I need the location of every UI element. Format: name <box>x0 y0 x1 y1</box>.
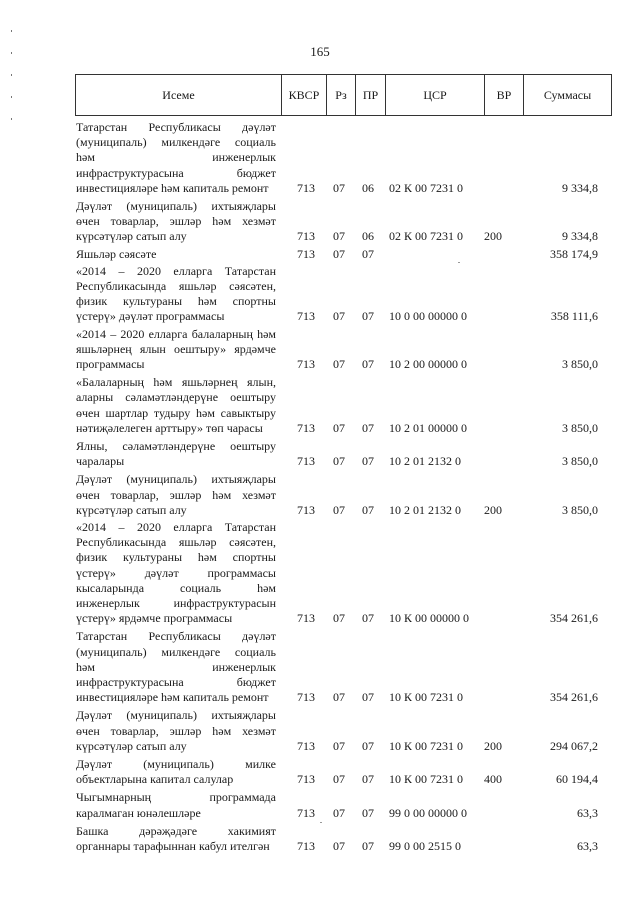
row-rz: 07 <box>333 502 345 517</box>
row-kvsr: 713 <box>297 229 315 244</box>
row-kvsr: 713 <box>297 738 315 753</box>
row-rz: 07 <box>333 356 345 371</box>
row-rz: 07 <box>333 454 345 469</box>
row-kvsr: 713 <box>297 502 315 517</box>
row-pr: 07 <box>362 772 374 787</box>
row-vr: 200 <box>484 738 502 753</box>
row-kvsr: 713 <box>297 805 315 820</box>
row-pr: 07 <box>362 454 374 469</box>
scan-speck <box>458 262 460 263</box>
row-csr: 10 К 00 7231 0 <box>389 772 464 787</box>
row-pr: 07 <box>362 690 374 705</box>
row-name-line: «2014 – 2020 елларга Татарстан <box>76 263 276 278</box>
row-rz: 07 <box>333 690 345 705</box>
row-sum: 3 850,0 <box>562 454 598 469</box>
row-name <box>76 199 276 245</box>
row-name-line: нәтиҗәлелеген арттыру» төп чарасы <box>76 420 263 435</box>
row-name <box>76 472 276 518</box>
row-rz: 07 <box>333 309 345 324</box>
row-kvsr: 713 <box>297 772 315 787</box>
row-name-line: күрсәтүләр сатып алу <box>76 229 187 244</box>
row-csr: 99 0 00 00000 0 <box>389 805 467 820</box>
row-pr: 06 <box>362 180 374 195</box>
row-name <box>76 375 276 436</box>
row-name-line: өчен шартлар тудыру һәм савыктыру <box>76 405 276 420</box>
row-sum: 358 111,6 <box>550 309 598 324</box>
row-name-line: каралмаган юнәлешләре <box>76 805 201 820</box>
header-kvsr: КВСР <box>282 75 327 116</box>
row-csr: 02 К 00 7231 0 <box>389 229 464 244</box>
row-name <box>76 327 276 373</box>
row-sum: 63,3 <box>577 838 598 853</box>
row-rz: 07 <box>333 738 345 753</box>
table-row <box>0 120 640 196</box>
row-pr: 06 <box>362 229 374 244</box>
row-kvsr: 713 <box>297 454 315 469</box>
row-csr: 10 0 00 00000 0 <box>389 309 467 324</box>
row-csr: 02 К 00 7231 0 <box>389 180 464 195</box>
row-name-line: инвестицияләре һәм капиталь ремонт <box>76 690 269 705</box>
table-row <box>0 824 640 854</box>
table-row <box>0 439 640 469</box>
table-row <box>0 199 640 245</box>
header-sum: Суммасы <box>524 75 612 116</box>
row-name-line: үстерү» ярдәмче программасы <box>76 611 233 626</box>
row-name-line: «Балаларның һәм яшьләрнең ялын, <box>76 375 276 390</box>
row-rz: 07 <box>333 772 345 787</box>
row-name-line: аларны сәламәтләндерүне оештыру <box>76 390 276 405</box>
row-name-line: «2014 – 2020 елларга Татарстан <box>76 520 276 534</box>
row-csr: 99 0 00 2515 0 <box>389 838 461 853</box>
row-name-line: һәм инженерлык <box>76 659 276 674</box>
row-csr: 10 2 01 2132 0 <box>389 502 461 517</box>
row-pr: 07 <box>362 309 374 324</box>
row-name-line: Ялны, сәламәтләндерүне оештыру <box>76 439 276 453</box>
row-name-line: Яшьләр сәясәте <box>76 246 157 261</box>
row-rz: 07 <box>333 838 345 853</box>
row-name-line: программасы <box>76 356 145 371</box>
row-name-line: Дәүләт (муниципаль) ихтыяҗлары <box>76 199 276 213</box>
row-name <box>76 629 276 705</box>
row-sum: 294 067,2 <box>550 738 598 753</box>
header-vr: ВР <box>485 75 524 116</box>
row-rz: 07 <box>333 420 345 435</box>
row-kvsr: 713 <box>297 246 315 261</box>
row-csr: 10 2 00 00000 0 <box>389 356 467 371</box>
table-row <box>0 472 640 518</box>
row-kvsr: 713 <box>297 180 315 195</box>
row-sum: 354 261,6 <box>550 690 598 705</box>
row-name-line: инфраструктурасына бюджет <box>76 165 276 180</box>
row-name-line: (муниципаль) милкендәге социаль <box>76 135 276 150</box>
row-name-line: өчен товарлар, эшләр һәм хезмәт <box>76 214 276 229</box>
row-name <box>76 708 276 754</box>
table-row <box>0 375 640 436</box>
row-vr: 400 <box>484 772 502 787</box>
header-rz: Рз <box>327 75 356 116</box>
row-rz: 07 <box>333 611 345 626</box>
row-rz: 07 <box>333 229 345 244</box>
table-row <box>0 790 640 820</box>
row-csr: 10 2 01 2132 0 <box>389 454 461 469</box>
row-sum: 3 850,0 <box>562 420 598 435</box>
row-name-line: инженерлык инфраструктурасын <box>76 595 276 610</box>
header-csr: ЦСР <box>386 75 485 116</box>
table-row <box>0 247 640 262</box>
row-name-line: яшьләрнең ялын оештыру» ярдәмче <box>76 341 276 356</box>
row-sum: 3 850,0 <box>562 356 598 371</box>
row-kvsr: 713 <box>297 690 315 705</box>
row-name-line: күрсәтүләр сатып алу <box>76 502 187 517</box>
row-pr: 07 <box>362 502 374 517</box>
row-name-line: органнары тарафыннан кабул ителгән <box>76 838 270 853</box>
row-name-line: «2014 – 2020 елларга балаларның һәм <box>76 326 276 341</box>
row-pr: 07 <box>362 356 374 371</box>
margin-mark <box>11 30 12 32</box>
row-pr: 07 <box>362 738 374 753</box>
row-name-line: һәм инженерлык <box>76 150 276 165</box>
row-sum: 60 194,4 <box>556 772 598 787</box>
row-name <box>76 439 276 469</box>
row-sum: 354 261,6 <box>550 611 598 626</box>
row-name-line: кысаларында социаль һәм <box>76 580 276 595</box>
row-name-line: Чыгымнарның программада <box>76 790 276 805</box>
row-sum: 3 850,0 <box>562 502 598 517</box>
row-name-line: күрсәтүләр сатып алу <box>76 738 187 753</box>
row-vr: 200 <box>484 502 502 517</box>
row-csr: 10 К 00 00000 0 <box>389 611 470 626</box>
row-name <box>76 264 276 325</box>
row-name-line: объектларына капитал салулар <box>76 772 234 787</box>
row-kvsr: 713 <box>297 356 315 371</box>
row-name-line: Башка дәрәҗәдәге хакимият <box>76 823 276 838</box>
header-name: Исеме <box>76 75 282 116</box>
row-name <box>76 520 276 626</box>
row-name-line: Дәүләт (муниципаль) ихтыяҗлары <box>76 708 276 723</box>
row-name <box>76 824 276 854</box>
row-pr: 07 <box>362 246 374 261</box>
row-name-line: Республикасында яшьләр сәясәтен, <box>76 535 276 550</box>
row-name-line: үстерү» дәүләт программасы <box>76 565 276 580</box>
table-row <box>0 327 640 373</box>
row-sum: 9 334,8 <box>562 229 598 244</box>
row-name-line: Дәүләт (муниципаль) ихтыяҗлары <box>76 472 276 487</box>
row-name-line: Республикасында яшьләр сәясәтен, <box>76 278 276 293</box>
row-csr: 10 2 01 00000 0 <box>389 420 467 435</box>
row-name-line: физик культураны һәм спортны <box>76 294 276 309</box>
table-row <box>0 757 640 787</box>
margin-mark <box>11 96 12 98</box>
row-pr: 07 <box>362 838 374 853</box>
row-name-line: өчен товарлар, эшләр һәм хезмәт <box>76 723 276 738</box>
row-name-line: (муниципаль) милкендәге социаль <box>76 644 276 659</box>
table-row <box>0 708 640 754</box>
row-csr: 10 К 00 7231 0 <box>389 690 464 705</box>
row-rz: 07 <box>333 805 345 820</box>
row-rz: 07 <box>333 180 345 195</box>
row-sum: 358 174,9 <box>550 246 598 261</box>
row-kvsr: 713 <box>297 611 315 626</box>
row-name <box>76 120 276 196</box>
row-pr: 07 <box>362 611 374 626</box>
row-sum: 9 334,8 <box>562 180 598 195</box>
table-row <box>0 629 640 705</box>
row-name-line: инфраструктурасына бюджет <box>76 674 276 689</box>
row-name-line: Татарстан Республикасы дәүләт <box>76 629 276 644</box>
row-rz: 07 <box>333 246 345 261</box>
row-name <box>76 790 276 820</box>
row-name-line: инвестицияләре һәм капиталь ремонт <box>76 180 269 195</box>
scan-speck <box>320 822 322 823</box>
row-pr: 07 <box>362 420 374 435</box>
row-name-line: Татарстан Республикасы дәүләт <box>76 120 276 134</box>
row-pr: 07 <box>362 805 374 820</box>
row-csr: 10 К 00 7231 0 <box>389 738 464 753</box>
row-name <box>76 757 276 787</box>
header-pr: ПР <box>356 75 386 116</box>
row-name-line: Дәүләт (муниципаль) милке <box>76 757 276 771</box>
table-header <box>75 74 612 116</box>
margin-mark <box>11 74 12 76</box>
row-name-line: физик культураны һәм спортны <box>76 550 276 565</box>
page-number: 165 <box>310 44 330 59</box>
row-kvsr: 713 <box>297 309 315 324</box>
row-kvsr: 713 <box>297 838 315 853</box>
row-name <box>76 247 276 262</box>
row-name-line: чаралары <box>76 454 125 469</box>
row-sum: 63,3 <box>577 805 598 820</box>
table-row <box>0 520 640 626</box>
row-name-line: үстерү» дәүләт программасы <box>76 309 225 324</box>
row-kvsr: 713 <box>297 420 315 435</box>
row-name-line: өчен товарлар, эшләр һәм хезмәт <box>76 487 276 502</box>
row-vr: 200 <box>484 229 502 244</box>
table-row <box>0 264 640 325</box>
